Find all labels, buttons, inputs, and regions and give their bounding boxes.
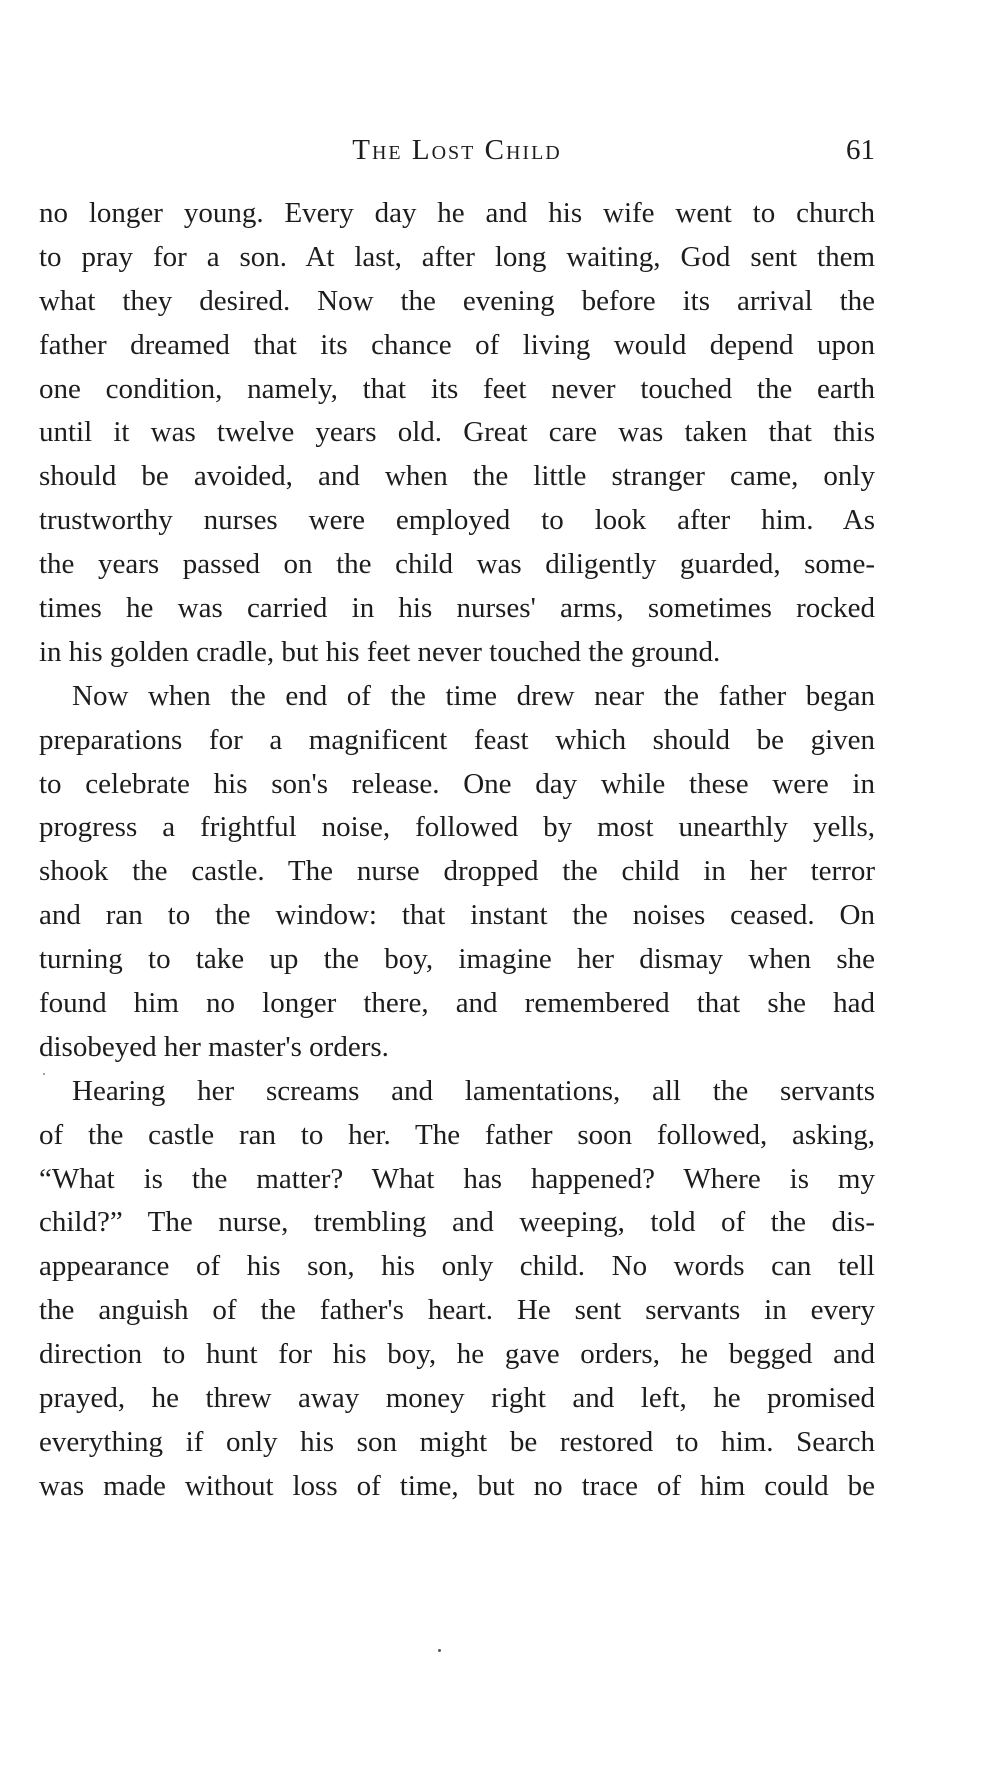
text-line: “What is the matter? What has happened? Where is my <box>39 1162 875 1195</box>
text-line: to pray for a son. At last, after long waiting, God sent them <box>39 240 875 273</box>
text-line: in his golden cradle, but his feet never touched the ground. <box>39 635 721 668</box>
print-speck <box>438 1649 441 1652</box>
text-line: prayed, he threw away money right and left, he promised <box>39 1382 875 1415</box>
text-line: Now when the end of the time drew near the father began <box>72 679 875 712</box>
text-line: father dreamed that its chance of living would depend upon <box>39 328 875 361</box>
text-line: the anguish of the father's heart. He sent servants in every <box>39 1294 875 1327</box>
text-line: appearance of his son, his only child. No words can tell <box>39 1250 875 1283</box>
text-line: the years passed on the child was diligently guarded, some- <box>39 548 875 581</box>
text-line: disobeyed her master's orders. <box>39 1030 389 1063</box>
text-line: Hearing her screams and lamentations, all the servants <box>72 1074 875 1107</box>
running-head <box>39 130 875 170</box>
text-line: times he was carried in his nurses' arms, sometimes rocked <box>39 592 875 625</box>
text-line: no longer young. Every day he and his wife went to church <box>39 197 875 229</box>
text-line: shook the castle. The nurse dropped the child in her terror <box>39 855 875 888</box>
text-line: found him no longer there, and remembered that she had <box>39 987 875 1020</box>
text-line: one condition, namely, that its feet never touched the earth <box>39 372 875 405</box>
page-number: 61 <box>846 134 875 166</box>
text-line: of the castle ran to her. The father soon followed, asking, <box>39 1118 875 1151</box>
print-speck <box>43 1073 45 1075</box>
text-line: everything if only his son might be restored to him. Search <box>39 1425 875 1458</box>
text-line: and ran to the window: that instant the noises ceased. On <box>39 899 875 932</box>
body-text <box>39 192 875 1509</box>
text-line: to celebrate his son's release. One day while these were in <box>39 767 875 800</box>
text-line: progress a frightful noise, followed by most unearthly yells, <box>39 811 875 844</box>
text-line: until it was twelve years old. Great care was taken that this <box>39 416 875 449</box>
text-line: preparations for a magnificent feast which should be given <box>39 723 875 756</box>
text-line: trustworthy nurses were employed to look after him. As <box>39 504 875 537</box>
text-line: turning to take up the boy, imagine her dismay when she <box>39 943 875 976</box>
text-line: should be avoided, and when the little stranger came, only <box>39 460 875 493</box>
text-line: child?” The nurse, trembling and weeping, told of the dis- <box>39 1206 875 1239</box>
text-line: what they desired. Now the evening before its arrival the <box>39 284 875 317</box>
text-line: direction to hunt for his boy, he gave orders, he begged and <box>39 1338 875 1371</box>
running-title: The Lost Child <box>352 134 562 166</box>
text-line: was made without loss of time, but no trace of him could be <box>39 1469 875 1502</box>
